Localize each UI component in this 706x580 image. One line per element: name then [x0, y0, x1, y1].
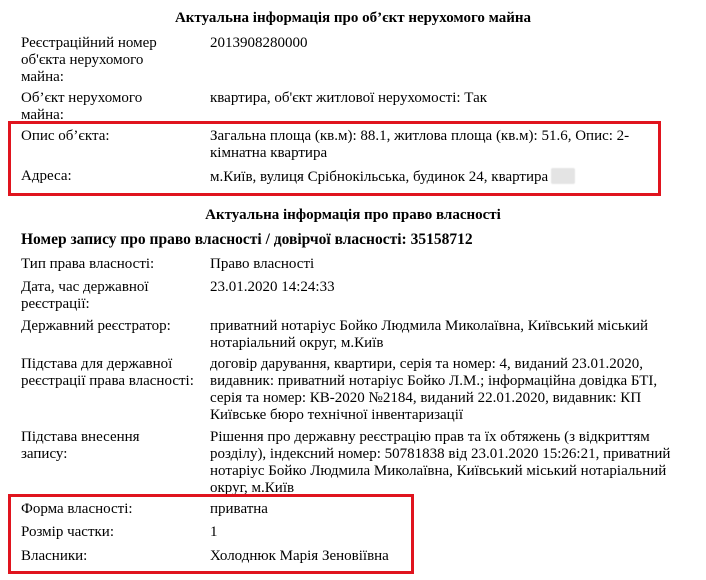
value-registration-basis: договір дарування, квартири, серія та номер: 4, виданий 23.01.2020, видавник: приватний нотаріус Бойко Л.М.; інформаційна довідка БТІ, серія та номер: КВ-2020 №2184, виданий 22.01.2020, видавник: КП Київське бюро технічної інвентаризації — [210, 356, 658, 423]
label-entry-basis: Підстава внесення запису: — [21, 429, 140, 462]
value-address — [210, 168, 690, 186]
label-owners: Власники: — [21, 548, 88, 564]
label-ownership-type: Тип права власності: — [21, 256, 155, 272]
ownership-section-title: Актуальна інформація про право власності — [205, 207, 501, 223]
value-state-registrar: приватний нотаріус Бойко Людмила Миколаївна, Київський міський нотаріальний округ, м.Київ — [210, 318, 649, 351]
value-registration-number: 2013908280000 — [210, 35, 308, 51]
label-property-object: Об’єкт нерухомого майна: — [21, 90, 143, 123]
redacted-apartment-number — [551, 168, 575, 184]
value-entry-basis: Рішення про державну реєстрацію прав та їх обтяжень (з відкриттям розділу), індексний номер: 50781838 від 23.01.2020 15:26:21, приватний нотаріус Бойко Людмила Миколаївна, Київський міський нотаріальний округ, м.Київ — [210, 429, 671, 496]
value-object-description: Загальна площа (кв.м): 88.1, житлова площа (кв.м): 51.6, Опис: 2-кімнатна квартира — [210, 128, 630, 161]
label-state-registrar: Державний реєстратор: — [21, 318, 171, 334]
label-share-size: Розмір частки: — [21, 524, 114, 540]
value-ownership-form: приватна — [210, 501, 268, 517]
label-ownership-form: Форма власності: — [21, 501, 133, 517]
label-address: Адреса: — [21, 168, 72, 184]
ownership-record-number: Номер запису про право власності / довірчої власності: 35158712 — [21, 231, 473, 248]
value-registration-date: 23.01.2020 14:24:33 — [210, 279, 335, 295]
value-owners: Холоднюк Марія Зеновіївна — [210, 548, 389, 564]
value-share-size: 1 — [210, 524, 218, 540]
value-ownership-type: Право власності — [210, 256, 315, 272]
object-section-title: Актуальна інформація про об’єкт нерухомого майна — [174, 10, 532, 26]
label-registration-basis: Підстава для державної реєстрації права власності: — [21, 356, 194, 389]
label-registration-date: Дата, час державної реєстрації: — [21, 279, 149, 312]
label-registration-number: Реєстраційний номер об'єкта нерухомого майна: — [21, 35, 157, 85]
label-object-description: Опис об’єкта: — [21, 128, 110, 144]
value-property-object: квартира, об'єкт житлової нерухомості: Так — [210, 90, 488, 106]
address-text: м.Київ, вулиця Срібнокільська, будинок 24, квартира — [210, 169, 549, 185]
